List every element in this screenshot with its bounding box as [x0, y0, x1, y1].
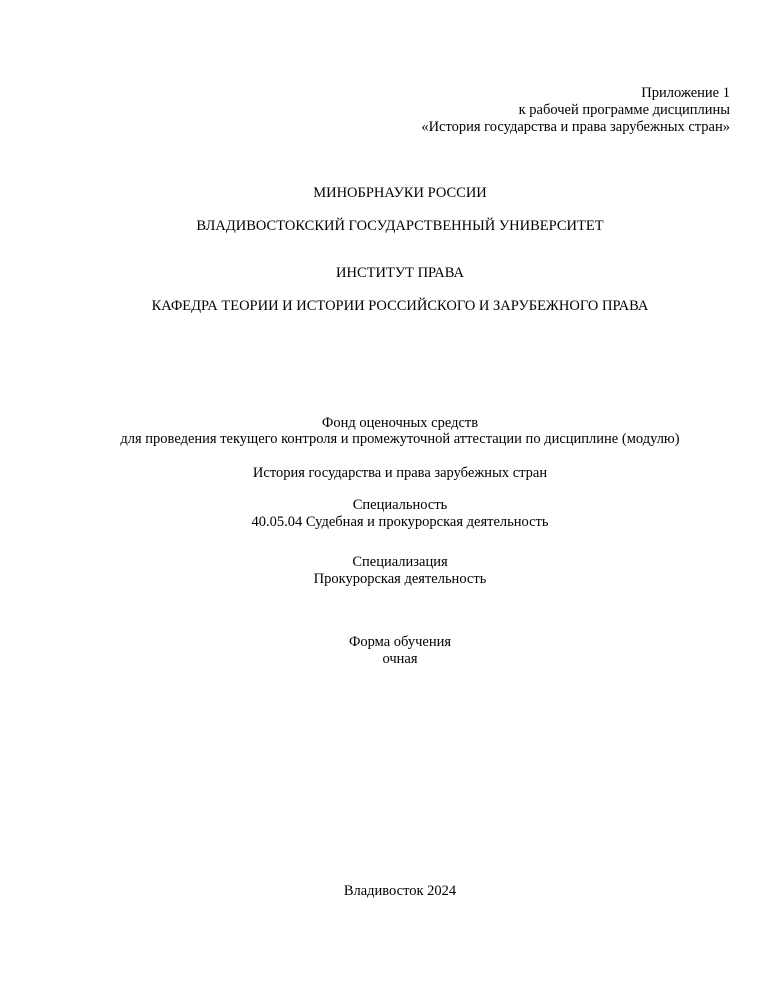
- department-name: КАФЕДРА ТЕОРИИ И ИСТОРИИ РОССИЙСКОГО И ЗАРУБЕЖНОГО ПРАВА: [151, 298, 649, 314]
- ministry-name: МИНОБРНАУКИ РОССИИ: [313, 185, 487, 201]
- study-form-value: очная: [382, 651, 418, 667]
- city-year: Владивосток 2024: [343, 883, 457, 899]
- discipline-name: История государства и права зарубежных стран: [252, 465, 548, 481]
- specialty-label: Специальность: [352, 497, 448, 513]
- study-form-label: Форма обучения: [348, 634, 452, 650]
- university-name: ВЛАДИВОСТОКСКИЙ ГОСУДАРСТВЕННЫЙ УНИВЕРСИТЕТ: [196, 218, 604, 234]
- specialization-value: Прокурорская деятельность: [313, 571, 487, 587]
- document-title: Фонд оценочных средств: [321, 415, 479, 431]
- appendix-reference: к рабочей программе дисциплины: [518, 102, 730, 118]
- appendix-discipline: «История государства и права зарубежных стран»: [421, 119, 730, 135]
- institute-name: ИНСТИТУТ ПРАВА: [336, 265, 464, 281]
- document-subtitle: для проведения текущего контроля и промежуточной аттестации по дисциплине (модулю): [120, 431, 680, 447]
- specialty-value: 40.05.04 Судебная и прокурорская деятельность: [251, 514, 549, 530]
- appendix-number: Приложение 1: [641, 85, 730, 101]
- specialization-label: Специализация: [352, 554, 448, 570]
